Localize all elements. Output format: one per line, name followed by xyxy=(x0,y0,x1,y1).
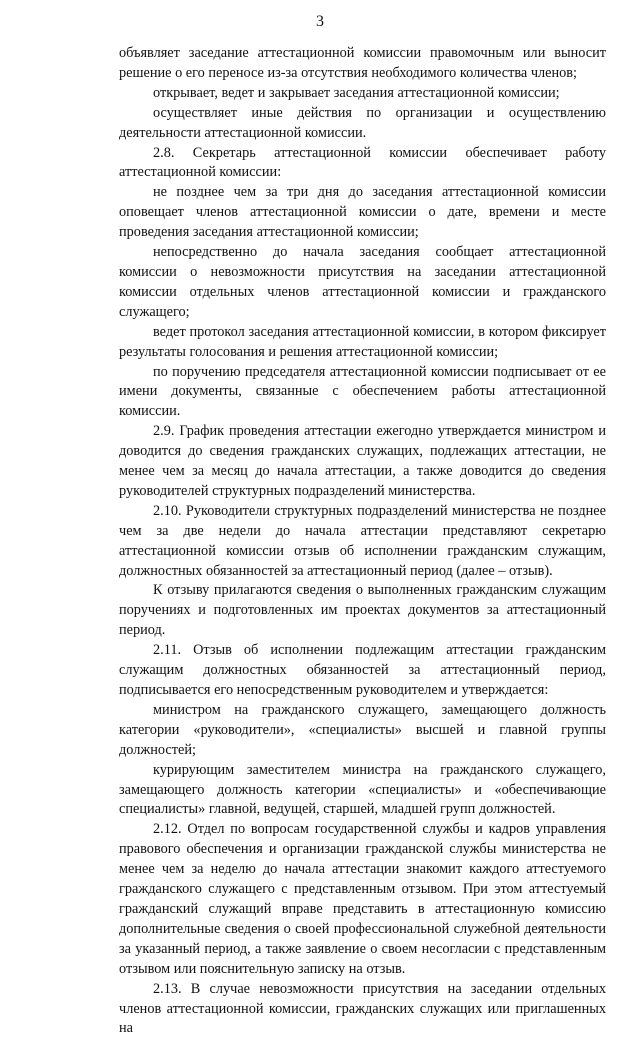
paragraph: 2.10. Руководители структурных подразделений министерства не позднее чем за две недели до начала аттестации представляют секретарю аттестационной комиссии отзыв об исполнении гражданским служащим, должностных обязанностей за аттестационный период (далее – отзыв). xyxy=(119,502,606,579)
paragraph: курирующим заместителем министра на гражданского служащего, замещающего должность категории «специалисты» и «обеспечивающие специалисты» главной, ведущей, старшей, младшей групп должностей. xyxy=(119,761,606,818)
paragraph: по поручению председателя аттестационной комиссии подписывает от ее имени документы, связанные с обеспечением работы аттестационной комиссии. xyxy=(119,363,606,420)
page-number: 3 xyxy=(316,13,324,30)
paragraph: К отзыву прилагаются сведения о выполненных гражданским служащим поручениях и подготовленных им проектах документов за аттестационный период. xyxy=(119,582,606,639)
paragraph: открывает, ведет и закрывает заседания аттестационной комиссии; xyxy=(153,84,560,101)
paragraph: 2.11. Отзыв об исполнении подлежащим аттестации гражданским служащим должностных обязанностей за аттестационный период, подписывается его непосредственным руководителем и утверждается: xyxy=(119,642,606,698)
paragraph: непосредственно до начала заседания сообщает аттестационной комиссии о невозможности присутствия на заседании аттестационной комиссии отдельных членов аттестационной комиссии и гражданского служащего; xyxy=(119,244,606,320)
paragraph: осуществляет иные действия по организации и осуществлению деятельности аттестационной комиссии. xyxy=(119,104,606,141)
document-body xyxy=(119,44,606,1039)
paragraph: объявляет заседание аттестационной комиссии правомочным или выносит решение о его переносе из-за отсутствия необходимого количества членов; xyxy=(119,45,606,81)
paragraph: 2.8. Секретарь аттестационной комиссии обеспечивает работу аттестационной комиссии: xyxy=(119,144,606,181)
paragraph: не позднее чем за три дня до заседания аттестационной комиссии оповещает членов аттестационной комиссии о дате, времени и месте проведения заседания аттестационной комиссии; xyxy=(119,184,606,241)
paragraph: министром на гражданского служащего, замещающего должность категории «руководители», «специалисты» высшей и главной группы должностей; xyxy=(119,701,606,758)
paragraph: ведет протокол заседания аттестационной комиссии, в котором фиксирует результаты голосования и решения аттестационной комиссии; xyxy=(119,323,606,360)
paragraph: 2.12. Отдел по вопросам государственной службы и кадров управления правового обеспечения и организации гражданской службы министерства не менее чем за неделю до начала аттестации знакомит каждого аттестуемого гражданского служащего с представленным отзывом. При этом аттестуемый гражданский служащий вправе представить в аттестационную комиссию дополнительные сведения о своей профессиональной служебной деятельности за указанный период, а также заявление о своем несогласии с представленным отзывом или пояснительную записку на отзыв. xyxy=(119,821,606,977)
paragraph: 2.13. В случае невозможности присутствия на заседании отдельных членов аттестационной комиссии, гражданских служащих или приглашенных на xyxy=(119,980,606,1037)
paragraph: 2.9. График проведения аттестации ежегодно утверждается министром и доводится до сведения гражданских служащих, подлежащих аттестации, не менее чем за месяц до начала аттестации, а также доводится до сведения руководителей структурных подразделений министерства. xyxy=(119,423,606,499)
